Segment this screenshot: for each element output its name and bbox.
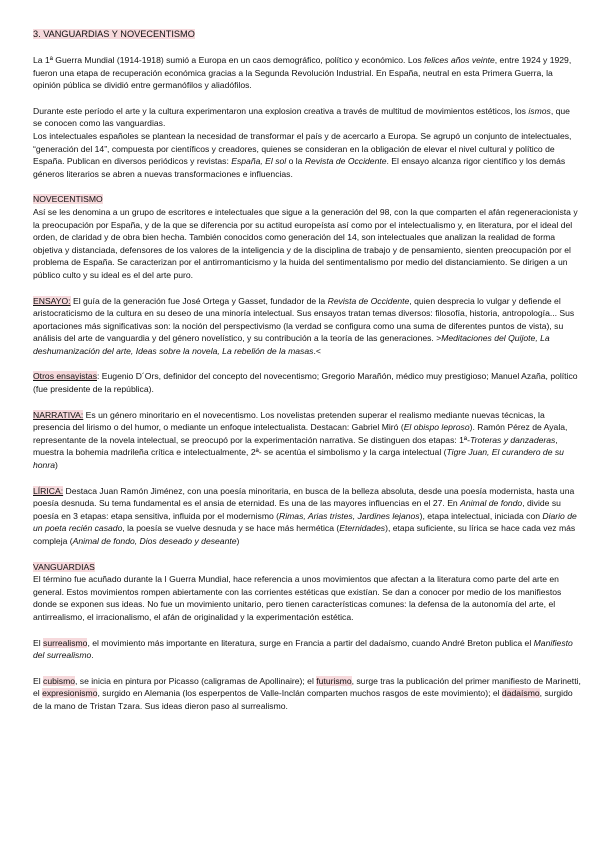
text: El término fue acuñado durante la I Guerra Mundial, hace referencia a unos movimientos que afectan a la literatura como parte del arte en general. Estos movimientos rompen abiertamente con las corrientes estéticas que existían. Se dan a conocer por medio de los manifiestos donde se exponen sus ideas. No fue un movimiento unitario, pero tienen características comunes: la defensa de la autonomía del arte, el antirrealismo, el irracionalismo, el afán de originalidad y la experimentación estética. — [33, 574, 562, 622]
page-title-text: 3. VANGUARDIAS Y NOVECENTISMO — [33, 29, 195, 39]
novecentismo-heading — [33, 193, 581, 206]
text: Es un género minoritario en el novecentismo. Los novelistas pretenden superar el realismo mediante nuevas técnicas, la presencia del lirismo o del humor, o mediante un enfoque intelectualista. Destacan: Gabriel Miró ( — [33, 409, 545, 433]
text: El — [33, 675, 44, 686]
text-italic: Manifiesto del surrealismo — [33, 637, 573, 661]
text: El — [33, 637, 44, 648]
text: , divide su poesía en 3 etapas: etapa sensitiva, influida por el modernismo ( — [33, 498, 561, 521]
text: . El ensayo alcanza rigor científico y los demás géneros literarios se abren a nuevas transformaciones e influencias. — [33, 156, 566, 179]
ensayo-paragraph — [33, 295, 581, 358]
text: Destaca Juan Ramón Jiménez, con una poesía minoritaria, en busca de la belleza absoluta, desde una poesía modernista, hasta una poesía desnuda. Su tema fundamental es el ansia de eternidad. Es una de las mayores influencias en el 27. En — [33, 485, 575, 509]
text: ), etapa intelectual, iniciada con — [419, 510, 543, 521]
text: La 1ª Guerra Mundial (1914-1918) sumió a Europa en un caos demográfico, político y económico. Los — [33, 55, 425, 65]
text: Durante este período el arte y la cultura experimentaron una explosion creativa a través de multitud de movimientos estéticos, los — [33, 105, 529, 116]
text-italic: Meditaciones del Quijote, La deshumanización del arte, Ideas sobre la novela, La rebelión de la masas — [33, 333, 550, 356]
text: : Eugenio D´Ors, definidor del concepto del novecentismo; Gregorio Marañón, médico muy prestigioso; Manuel Azaña, político (fue presidente de la república). — [33, 371, 578, 395]
text: , entre 1924 y 1929, fueron una etapa de recuperación económica gracias a la Segunda Revolución Industrial. En España, neutral en esta Primera Guerra, la opinión pública se dividió entre germanófilos y aliadófilos. — [33, 55, 572, 91]
intro-paragraph-3 — [33, 130, 581, 180]
lirica-label: LÍRICA: — [33, 485, 64, 496]
text: El guía de la generación fue José Ortega y Gasset, fundador de la — [70, 295, 328, 306]
otros-ensayistas-paragraph — [33, 370, 581, 395]
text-italic: Eternidades — [339, 523, 386, 534]
text-italic: ismos — [528, 105, 551, 116]
vanguardias-paragraph — [33, 573, 581, 623]
page-title — [33, 28, 581, 41]
term-surrealismo: surrealismo — [43, 637, 88, 648]
intro-paragraph-2 — [33, 105, 581, 130]
text: , surgido de la mano de Tristan Tzara. Sus ideas dieron paso al surrealismo. — [33, 688, 573, 711]
term-dadaismo: dadaísmo — [501, 688, 540, 699]
text-italic: Animal de fondo, Dios deseado y deseante — [72, 536, 237, 546]
text: , surgido en Alemania (los esperpentos de Valle-Inclán comparten muchos rasgos de este movimiento); el — [97, 688, 502, 699]
text: , muestra la bohemia madrileña crítica e intelectualmente, 2ª- se acentúa el simbolismo y la carga intelectual ( — [33, 434, 558, 458]
text-italic: España, El sol — [231, 156, 287, 167]
text: ) — [236, 536, 240, 546]
vanguardias-heading — [33, 561, 581, 574]
text: , surge tras la publicación del primer manifiesto de Marinetti, el — [33, 675, 581, 699]
text: . — [91, 650, 94, 661]
text: ) — [54, 460, 58, 471]
text: , se inicia en pintura por Picasso (caligramas de Apollinaire); el — [75, 675, 317, 686]
text-italic: Troteras y danzaderas — [469, 434, 556, 445]
text-italic: felices años veinte — [424, 55, 495, 65]
text: , que se conocen como las vanguardias. — [33, 105, 570, 129]
term-futurismo: futurismo — [316, 675, 352, 686]
section-title: NOVECENTISMO — [33, 194, 103, 205]
text: , la poesía se vuelve desnuda y se hace más hermética ( — [122, 523, 340, 534]
term-cubismo: cubismo — [43, 675, 76, 686]
text: .< — [313, 345, 321, 356]
text-italic: Animal de fondo — [460, 498, 523, 509]
ensayo-label: ENSAYO: — [33, 295, 71, 306]
text-italic: Revista de Occidente — [304, 156, 387, 167]
text-italic: Revista de Occidente — [327, 295, 410, 306]
text-italic: Rimas, Arias tristes, Jardines lejanos — [279, 510, 420, 521]
otros-ismos-paragraph — [33, 675, 581, 713]
text-italic: Tigre Juan, El curandero de su honra — [33, 447, 564, 471]
otros-ensayistas-label: Otros ensayistas — [33, 371, 97, 382]
narrativa-paragraph — [33, 409, 581, 472]
text-italic: El obispo leproso — [403, 422, 470, 433]
novecentismo-paragraph — [33, 206, 581, 282]
lirica-paragraph — [33, 485, 581, 548]
text: , el movimiento más importante en literatura, surge en Francia a partir del dadaísmo, cuando André Breton publica el — [87, 637, 534, 648]
text: ). Ramón Pérez de Ayala, representante de la novela intelectual, se preocupó por la experimentación narrativa. Se distinguen dos etapas: 1ª- — [33, 422, 568, 445]
text: o la — [286, 156, 305, 167]
document-page — [33, 28, 581, 713]
text: Así se les denomina a un grupo de escritores e intelectuales que sigue a la generación del 98, con la que comparten el afán regeneracionista y la preocupación por España, y de la que se diferencia por su actitud europeísta así como por el intelectualismo y, en literatura, por el ideal del orden, de claridad y de obra bien hecha. También conocidos como generación del 14, son intelectuales que analizan la realidad de forma objetiva y distanciada, defensores de los valores de la inteligencia y de la disciplina de trabajo y de pensamiento, sienten preocupación por el problema de España. Se caracterizan por el antirromanticismo y la huida del sentimentalismo por medio del distanciamiento. Se dirigen a un público culto y su ideal es el del arte puro. — [33, 206, 578, 280]
term-expresionismo: expresionismo — [42, 688, 98, 699]
text-italic: Diario de un poeta recién casado — [33, 510, 577, 534]
text: ), etapa suficiente, su lírica se hace cada vez más compleja ( — [33, 523, 576, 546]
narrativa-label: NARRATIVA: — [33, 409, 84, 420]
surrealismo-paragraph — [33, 637, 581, 662]
text: , quien desprecia lo vulgar y defiende el aristocraticismo de la cultura en su deseo de una minoría intelectual. Sus ensayos tratan temas diversos: filosofía, historia, antropología... Sus aportaciones más significativas son: la noción del perspectivismo (la verdad se configura como una suma de diferentes puntos de vista), su análisis del arte de vanguardia y del género novelístico, y su contribución a la teoría de las generaciones. > — [33, 295, 575, 344]
intro-paragraph-1 — [33, 54, 581, 92]
section-title: VANGUARDIAS — [33, 561, 95, 572]
text: Los intelectuales españoles se plantean la necesidad de transformar el país y de acercarlo a Europa. Se agrupó un conjunto de intelectuales, “generación del 14”, compuesta por científicos y creadores, quienes se consideran en la obligación de elevar el nivel cultural y político de España. Publican en diversos periódicos y revistas: — [33, 130, 572, 167]
